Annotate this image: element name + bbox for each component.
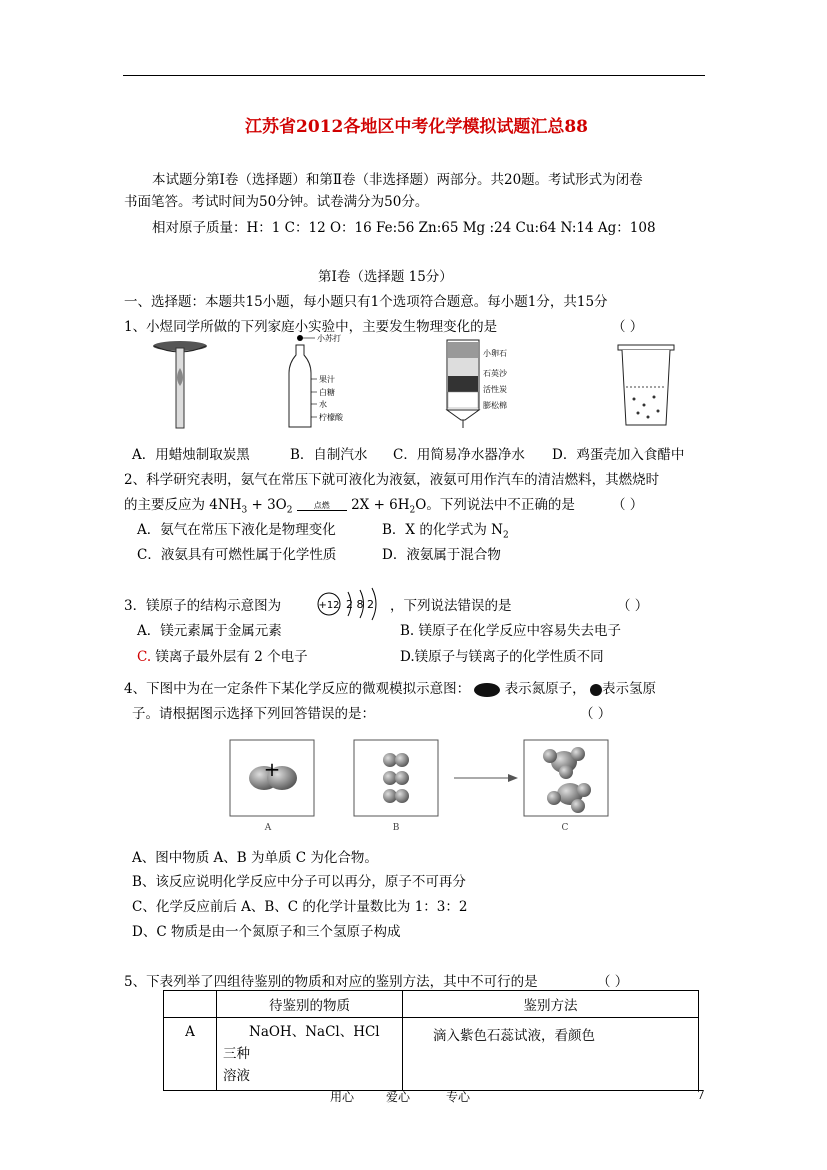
bottle-label-water: 水	[319, 400, 327, 409]
q2-bracket: （ ）	[612, 497, 644, 513]
box-label-b: B	[392, 823, 400, 833]
q2-option-d: D．液氨属于混合物	[382, 547, 501, 563]
q4-stem-line2: 子。请根据图示选择下列回答错误的是：	[132, 706, 375, 722]
filter-label-carbon: 活性炭	[483, 385, 507, 394]
bottle-label-sugar: 白糖	[319, 388, 335, 397]
reaction-arrow-line	[297, 510, 347, 511]
table-row	[164, 1018, 699, 1091]
q2-stem-line2: 的主要反应为 $4NH_3 + 3O_2$ $^{点燃}$ $2X + 6H_2O$。下列说法中不正确的是	[124, 497, 575, 516]
intro-line-1: 本试题分第Ⅰ卷（选择题）和第Ⅱ卷（非选择题）两部分。共20题。考试形式为闭卷	[152, 172, 643, 188]
bottle-label-juice: 果汁	[319, 375, 335, 384]
page-title: 江苏省2012各地区中考化学模拟试题汇总88	[245, 117, 588, 137]
q1-option-a: A．用蜡烛制取炭黑	[132, 447, 250, 463]
table-header-blank	[164, 991, 217, 1018]
mg-atom-structure	[314, 586, 394, 622]
row-a-substances: NaOH、NaCl、HCl 三种 溶液	[217, 1018, 403, 1091]
header-rule	[123, 75, 705, 76]
q3-option-c-letter: C.	[137, 649, 152, 665]
intro-line-3: 相对原子质量：H：1 C：12 O：16 Fe:56 Zn:65 Mg :24 Cu:64 N:14 Ag：108	[152, 220, 656, 236]
table-header-row	[164, 991, 699, 1018]
q3-option-a: A．镁元素属于金属元素	[137, 623, 282, 639]
q3-option-b: B. 镁原子在化学反应中容易失去电子	[400, 623, 622, 639]
atom-nucleus: +12	[318, 600, 340, 611]
q1-option-c: C．用简易净水器净水	[393, 447, 525, 463]
q4-option-b: B、该反应说明化学反应中分子可以再分，原子不可再分	[132, 874, 466, 890]
q4-option-a: A、图中物质 A、B 为单质 C 为化合物。	[132, 850, 378, 866]
q1-option-b: B．自制汽水	[290, 447, 368, 463]
intro-line-2: 书面笔答。考试时间为50分钟。试卷满分为50分。	[124, 194, 429, 210]
q1-option-d: D．鸡蛋壳加入食醋中	[552, 447, 685, 463]
footer-motto-3: 专心	[446, 1090, 471, 1104]
table-header-substances: 待鉴别的物质	[217, 991, 403, 1018]
bottle-label-soda: 小苏打	[317, 334, 341, 343]
box-label-c: C	[561, 823, 569, 833]
q5-table	[163, 990, 699, 1091]
reaction-diagram	[228, 738, 618, 838]
q2-option-c: C．液氨具有可燃性属于化学性质	[137, 547, 337, 563]
footer-motto-1: 用心	[330, 1090, 355, 1104]
bottle-figure	[285, 333, 365, 433]
plus-sign: +	[263, 757, 281, 781]
row-a-label: A	[164, 1018, 217, 1091]
table-header-method: 鉴别方法	[403, 991, 699, 1018]
row-a-method: 滴入紫色石蕊试液，看颜色	[403, 1018, 699, 1091]
beaker-figure	[616, 343, 676, 429]
filter-label-cotton: 膨松棉	[483, 401, 507, 410]
q1-bracket: （ ）	[612, 319, 644, 335]
q5-bracket: （ ）	[597, 974, 629, 990]
q3-option-c: C. 镁离子最外层有 2 个电子	[137, 649, 308, 665]
q4-option-c: C、化学反应前后 A、B、C 的化学计量数比为 1：3：2	[132, 899, 468, 915]
box-label-a: A	[264, 823, 272, 833]
q2-option-a: A．氨气在常压下液化是物理变化	[137, 522, 336, 538]
page-number: 7	[697, 1088, 705, 1102]
reaction-condition: 点燃	[313, 501, 330, 510]
nitrogen-atom-icon	[474, 683, 500, 697]
candle-figure	[150, 338, 210, 430]
q5-stem: 5、下表列举了四组待鉴别的物质和对应的鉴别方法，其中不可行的是	[124, 974, 538, 990]
atom-electrons: 2 8 2	[346, 598, 374, 611]
filter-label-pebble: 小卵石	[483, 349, 507, 358]
q2-stem-line1: 2、科学研究表明，氨气在常压下就可液化为液氨，液氨可用作汽车的清洁燃料，其燃烧时	[124, 472, 660, 488]
q3-bracket: （ ）	[617, 598, 649, 614]
filter-figure	[443, 338, 533, 430]
footer-motto-2: 爱心	[386, 1090, 411, 1104]
q3-stem-post: ，下列说法错误的是	[390, 598, 512, 614]
q2-option-b: B．X 的化学式为 $N_2$	[382, 522, 509, 541]
filter-label-sand: 石英沙	[483, 369, 507, 378]
section-heading: 第Ⅰ卷（选择题 15分）	[318, 269, 453, 285]
q4-stem-line1: 4、下图中为在一定条件下某化学反应的微观模拟示意图： 表示氮原子， 表示氢原	[124, 681, 656, 697]
section-instruction: 一、选择题：本题共15小题，每小题只有1个选项符合题意。每小题1分，共15分	[124, 294, 608, 310]
q4-option-d: D、C 物质是由一个氮原子和三个氢原子构成	[132, 924, 401, 940]
q3-stem: 3．镁原子的结构示意图为	[124, 598, 282, 614]
hydrogen-atom-icon	[590, 684, 602, 696]
q1-stem: 1、小煜同学所做的下列家庭小实验中，主要发生物理变化的是	[124, 319, 498, 335]
candle-body	[176, 348, 184, 428]
q4-bracket: （ ）	[580, 706, 612, 722]
q3-option-d: D.镁原子与镁离子的化学性质不同	[400, 649, 604, 665]
bottle-label-citric: 柠檬酸	[319, 413, 343, 422]
